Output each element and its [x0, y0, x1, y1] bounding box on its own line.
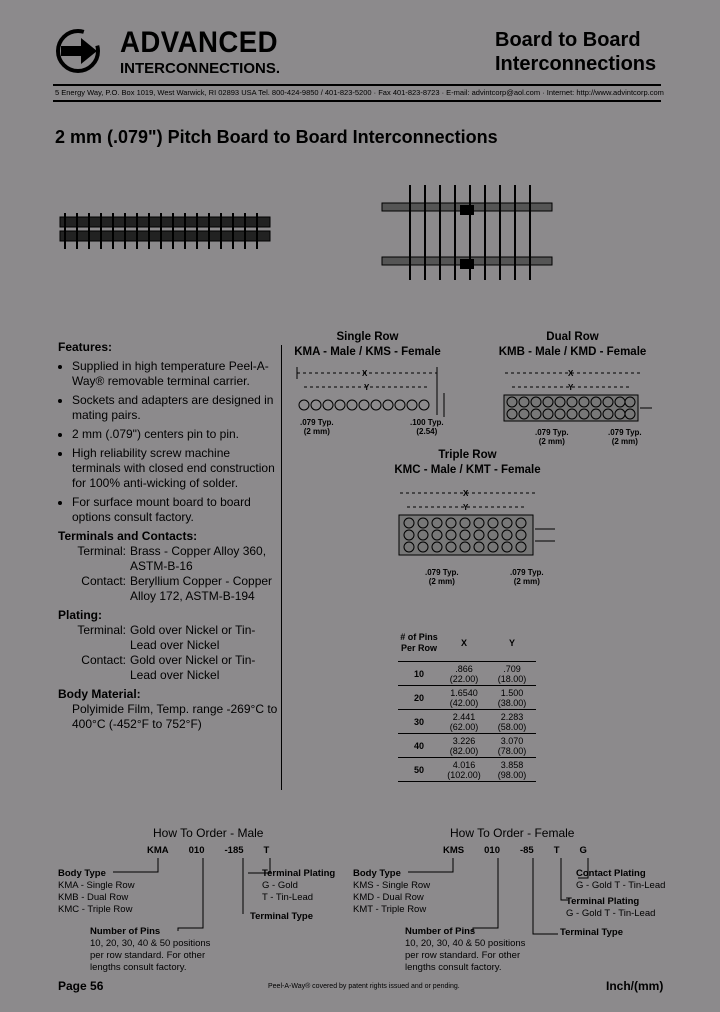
- dual-row-title: Dual Row KMB - Male / KMD - Female: [498, 331, 647, 358]
- header-rule: [53, 84, 661, 86]
- dual-row-pitch-label: .079 Typ. (2 mm): [608, 428, 642, 446]
- order-female-contact: Contact Plating G - Gold T - Tin-Lead: [576, 868, 666, 891]
- page-number: Page 56: [58, 979, 104, 993]
- single-row-title: Single Row KMA - Male / KMS - Female: [294, 331, 441, 358]
- order-male-type: Terminal Type: [250, 911, 313, 922]
- triple-row-pitch-label: .079 Typ. (2 mm): [510, 568, 544, 586]
- table-row: 10 .866 (22.00) .709 (18.00): [398, 662, 536, 686]
- list-item: • For surface mount board to board options consult factory.: [72, 495, 278, 525]
- plating-heading: Plating:: [58, 608, 102, 622]
- dim-x: X: [362, 369, 368, 378]
- page-title: 2 mm (.079") Pitch Board to Board Interconnections: [55, 127, 498, 147]
- terminals-heading: Terminals and Contacts:: [58, 529, 198, 543]
- list-item: • Supplied in high temperature Peel-A-Way® removable terminal carrier.: [72, 359, 278, 389]
- single-row-pitch-label: .100 Typ. (2.54): [410, 418, 444, 436]
- triple-pitch-label: .079 Typ. (2 mm): [425, 568, 459, 586]
- order-male-code: KMA 010 -185 T: [147, 845, 270, 856]
- table-row: 30 2.441 (62.00) 2.283 (58.00): [398, 710, 536, 734]
- brand-name: ADVANCED: [120, 26, 279, 59]
- features-section: [58, 340, 278, 732]
- order-female-title: How To Order - Female: [450, 826, 575, 840]
- units-label: Inch/(mm): [606, 979, 664, 993]
- dual-pitch-label: .079 Typ. (2 mm): [535, 428, 569, 446]
- order-female-code: KMS 010 -85 T G: [443, 845, 587, 856]
- table-row: 40 3.226 (82.00) 3.070 (78.00): [398, 734, 536, 758]
- terminal-spec: Terminal: Brass - Copper Alloy 360, ASTM-B-16: [77, 544, 267, 573]
- plating-contact-spec: Contact: Gold over Nickel or Tin-Lead over Nickel: [81, 653, 256, 682]
- brand-subname: INTERCONNECTIONS.: [120, 60, 281, 77]
- list-item: • High reliability screw machine terminals with closed end construction for 100% anti-wicking of solder.: [72, 446, 278, 491]
- order-male-title: How To Order - Male: [153, 826, 264, 840]
- dimension-table: [398, 625, 536, 782]
- company-address: 5 Energy Way, P.O. Box 1019, West Warwick, RI 02893 USA Tel. 800-424-9850 / 401-823-5200 · Fax 401-823-8723 · E-mail: advintcorp@aol.com · Internet: http://www.advintcorp.com: [55, 88, 664, 97]
- order-female-pins: Number of Pins 10, 20, 30, 40 & 50 positions per row standard. For other lengths consult factory.: [405, 926, 526, 973]
- order-female-body: Body Type KMS - Single Row KMD - Dual Row KMT - Triple Row: [353, 868, 431, 915]
- svg-text:X: X: [463, 489, 469, 498]
- svg-text:X: X: [568, 369, 574, 378]
- order-male-body: Body Type KMA - Single Row KMB - Dual Row KMC - Triple Row: [58, 868, 135, 915]
- plating-terminal-spec: Terminal: Gold over Nickel or Tin-Lead over Nickel: [77, 623, 256, 652]
- order-female-type: Terminal Type: [560, 927, 623, 938]
- features-heading: Features:: [58, 340, 113, 354]
- order-female-plating: Terminal Plating G - Gold T - Tin-Lead: [566, 896, 656, 919]
- order-male-pins: Number of Pins 10, 20, 30, 40 & 50 positions per row standard. For other lengths consult factory.: [90, 926, 211, 973]
- board-stack-diagram: [380, 185, 555, 290]
- svg-text:Y: Y: [568, 383, 574, 392]
- table-row: 20 1.6540 (42.00) 1.500 (38.00): [398, 686, 536, 710]
- order-male-plating: Terminal Plating G - Gold T - Tin-Lead: [262, 868, 336, 903]
- table-row: 50 4.016 (102.00) 3.858 (98.00): [398, 758, 536, 782]
- header-title: Board to Board Interconnections: [495, 29, 657, 75]
- triple-row-title: Triple Row KMC - Male / KMT - Female: [394, 449, 541, 476]
- body-heading: Body Material:: [58, 687, 141, 701]
- contact-spec: Contact: Beryllium Copper - Copper Alloy 172, ASTM-B-194: [81, 574, 273, 603]
- dual-row-drawing: [500, 365, 660, 435]
- body-material: Polyimide Film, Temp. range -269°C to 400°C (-452°F to 752°F): [72, 702, 278, 731]
- svg-text:Y: Y: [463, 503, 469, 512]
- company-logo: [55, 28, 101, 74]
- list-item: • Sockets and adapters are designed in mating pairs.: [72, 393, 278, 423]
- list-item: • 2 mm (.079") centers pin to pin.: [72, 427, 278, 442]
- patent-note: Peel-A-Way® covered by patent rights issued and or pending.: [268, 983, 460, 990]
- dim-y: Y: [364, 383, 370, 392]
- triple-row-drawing: [395, 485, 565, 570]
- connector-photo: [55, 205, 275, 265]
- address-rule: [53, 100, 661, 102]
- table-header: # of Pins Per Row X Y: [398, 625, 536, 662]
- single-pitch-label: .079 Typ. (2 mm): [300, 418, 334, 436]
- features-list: [58, 359, 278, 525]
- column-divider: [281, 345, 282, 790]
